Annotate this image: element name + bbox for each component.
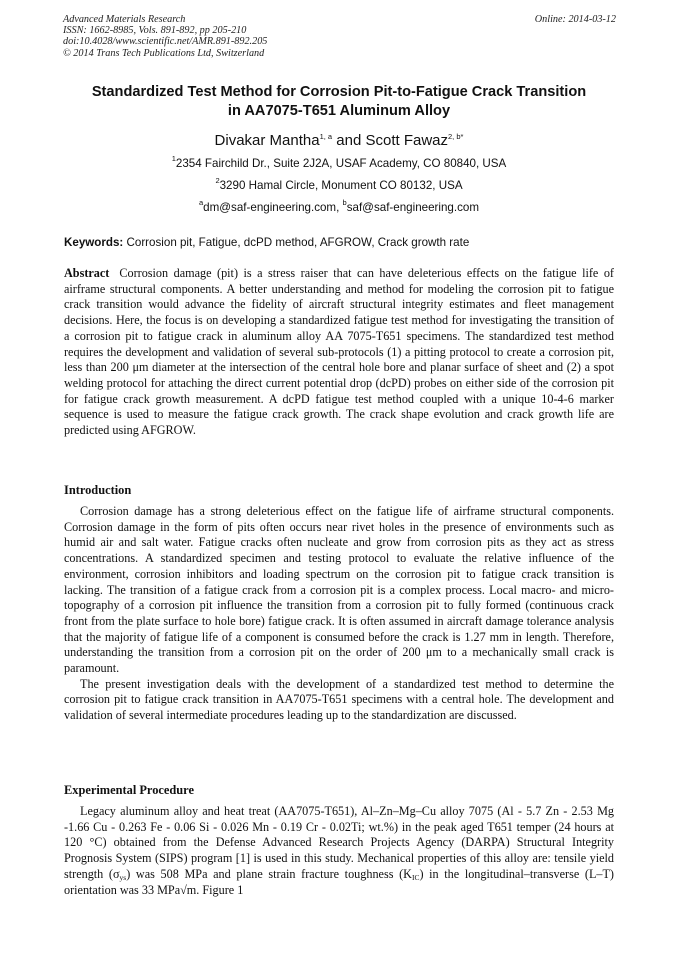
affiliation-2-marker: 2 [215, 176, 220, 185]
email-line [40, 198, 638, 215]
journal-name: Advanced Materials Research [63, 14, 186, 25]
email-a: dm@saf-engineering.com, [203, 201, 343, 214]
abstract [64, 266, 614, 439]
journal-header [63, 14, 267, 59]
title-line-2: in AA7075-T651 Aluminum Alloy [227, 103, 451, 119]
doi-line: doi:10.4028/www.scientific.net/AMR.891-892.205 [63, 36, 268, 48]
author-1-affiliation: 1, a [319, 132, 333, 141]
experimental-heading: Experimental Procedure [64, 783, 194, 797]
toughness-subscript: IC [411, 872, 420, 882]
affiliation-2 [40, 176, 638, 193]
email-b-marker: b [342, 198, 347, 207]
affiliation-1 [40, 154, 638, 171]
online-date: Online: 2014-03-12 [534, 14, 616, 25]
introduction-body [64, 504, 614, 724]
author-2-affiliation: 2, b* [448, 132, 464, 141]
introduction-heading: Introduction [64, 483, 132, 497]
affiliation-1-marker: 1 [171, 154, 176, 163]
author-conjunction: and [332, 132, 366, 149]
affiliation-1-text: 2354 Fairchild Dr., Suite 2J2A, USAF Academy, CO 80840, USA [175, 157, 507, 170]
email-a-marker: a [199, 198, 204, 207]
keywords [64, 236, 469, 250]
keywords-label: Keywords: [64, 236, 124, 249]
abstract-label: Abstract [64, 266, 110, 280]
experimental-text-2: ) was 508 MPa and plane strain fracture toughness (K [126, 866, 412, 881]
title-line-1: Standardized Test Method for Corrosion Pit-to-Fatigue Crack Transition [91, 84, 587, 100]
experimental-text-1: Legacy aluminum alloy and heat treat (AA7075-T651), Al–Zn–Mg–Cu alloy 7075 (Al - 5.7 Zn - 2.53 Mg -1.66 Cu - 0.263 Fe - 0.06 Si - 0.026 Mn - 0.19 Cr - 0.02Ti; wt.%) in the peak aged T651 temper (24 hours at 120 °C) obtained from the Defense Advanced Research Projects Agency (DARPA) Structural Integrity Prognosis System (SIPS) program [1] is used in this study. Mechanical properties of this alloy are: tensile yield strength (σ [64, 804, 614, 881]
experimental-text-3: ) in the longitudinal–transverse (L–T) orientation was 33 MPa√m. Figure 1 [64, 866, 614, 897]
introduction-paragraph-2: The present investigation deals with the development of a standardized test method to determine the corrosion pit to fatigue crack transition in AA7075-T651 specimens with a central hole. The development and validation of several intermediate procedures leading up to the standardization are discussed. [64, 676, 614, 723]
author-1: Divakar Mantha [214, 132, 320, 149]
keywords-text: Corrosion pit, Fatigue, dcPD method, AFGROW, Crack growth rate [123, 236, 470, 249]
author-list [40, 132, 638, 150]
experimental-body [64, 804, 614, 898]
author-2: Scott Fawaz [365, 132, 449, 149]
affiliation-2-text: 3290 Hamal Circle, Monument CO 80132, USA [219, 179, 463, 192]
paper-title [40, 83, 638, 121]
issn-line: ISSN: 1662-8985, Vols. 891-892, pp 205-210 [63, 25, 247, 37]
abstract-text: Corrosion damage (pit) is a stress raiser that can have deleterious effects on the fatigue life of airframe structural components. A better understanding and method for modeling the corrosion pit to fatigue crack transition would advance the fidelity of aircraft structural integrity estimates and fleet management decisions. Here, the focus is on developing a standardized fatigue test method for investigating the transition of a corrosion pit to fatigue crack in aluminum alloy AA 7075-T651 specimens. The standardized test method requires the development and validation of several sub-protocols (1) a pitting protocol to create a corrosion pit, less than 200 μm diameter at the intersection of the central hole bore and planar surface of sheet and (2) a spot welding protocol for attaching the direct current potential drop (dcPD) probes on either side of the corrosion pit for fatigue crack growth measurement. A dcPD fatigue test method coupled with a unique 10-4-6 marker sequence is used to measure the fatigue crack growth. The crack shape evolution and crack growth life are predicted using AFGROW. [64, 266, 614, 438]
experimental-paragraph-1 [64, 804, 614, 898]
copyright-line: © 2014 Trans Tech Publications Ltd, Switzerland [63, 47, 265, 59]
introduction-paragraph-1: Corrosion damage has a strong deleterious effect on the fatigue life of airframe structural components. Corrosion damage in the form of pits often occurs near rivet holes in the presence of environments such as humid air and salt water. Fatigue cracks often nucleate and grow from corrosion pits as they act as stress concentrations. A standardized specimen and testing protocol to evaluate the relative influence of the environment, corrosion inhibitors and loading spectrum on the corrosion pit to fatigue crack transition is lacking. The transition of a fatigue crack from a corrosion pit is a complex process. Local macro- and micro-topography of a corrosion pit influence the transition from a corrosion pit to fully formed (continuous crack front from the plate surface to hole bore) fatigue crack. It is often assumed in aircraft damage tolerance analysis that the majority of fatigue life of a component is consumed before the crack is 1.27 mm in length. Therefore, understanding the transition from a corrosion pit on the order of 200 μm to a mechanically small crack is paramount. [64, 504, 614, 676]
email-b: saf@saf-engineering.com [346, 201, 479, 214]
yield-strength-subscript: ys [119, 872, 127, 882]
